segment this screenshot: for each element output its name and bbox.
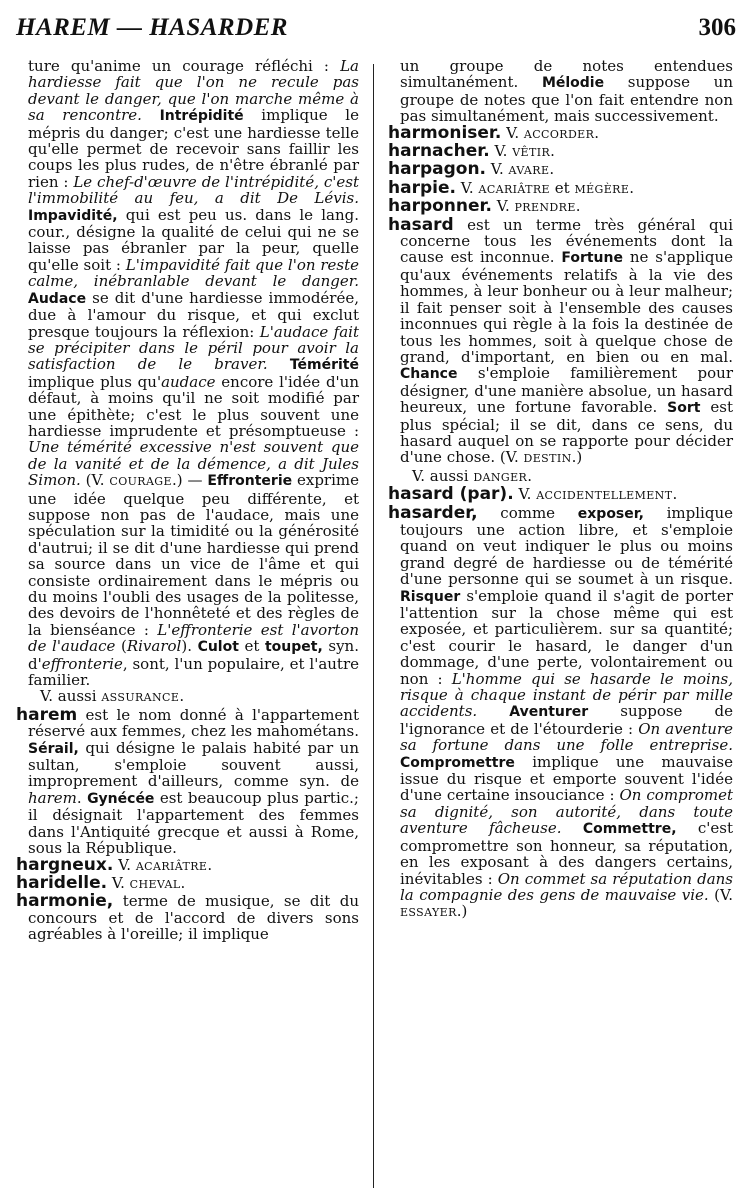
text-run: . — [180, 873, 186, 892]
synonym-term: Mélodie — [541, 75, 605, 92]
text-run: . — [594, 123, 600, 142]
text-run: , sont, l'un populaire, et l'autre familier. — [28, 654, 359, 690]
entry-harmonie — [16, 893, 359, 942]
text-run: se dit d'une hardiesse immodérée, due à l'amour du risque, et qui exclut presque toujours la réflexion: — [28, 288, 359, 341]
example-quote: Le chef-d'œuvre de l'intrépidité, c'est l'immobilité au feu, a dit De Lévis. — [28, 172, 359, 208]
synonym-term: Commettre, — [582, 821, 677, 838]
column-divider — [373, 64, 374, 1188]
page-header — [16, 14, 736, 48]
text-run: et — [550, 178, 575, 197]
text-run — [268, 355, 290, 373]
synonym-term: Témérité — [289, 357, 359, 374]
example-quote: audace — [161, 372, 216, 391]
entry-hasard — [388, 214, 733, 468]
text-run: est le nom donné à l'appartement réservé aux femmes, chez les mahométans. — [28, 705, 359, 741]
example-quote: Rivarol — [126, 637, 182, 656]
text-run: qui désigne le palais habité par un sultan, s'emploie souvent aussi, improprement d'ailleurs, comme syn. de — [28, 738, 359, 791]
text-run: est un terme très général qui concerne tous les événements dont la cause est inconnue. — [400, 215, 733, 267]
synonym-term: Audace — [28, 290, 87, 307]
text-run: s'emploie familièrement pour désigner, d'une manière absolue, un hasard heureux, une fortune favorable. — [400, 364, 733, 417]
example-quote: On aventure sa fortune dans une folle entreprise. — [400, 719, 733, 755]
text-run: comme — [477, 503, 578, 522]
synonym-term: Fortune — [561, 250, 623, 267]
text-run: V. — [489, 142, 513, 161]
example-quote: L'effronterie est l'avorton de l'audace — [28, 620, 359, 656]
text-run: suppose un groupe de notes que l'on fait entendre non pas simultanément, mais successivement. — [400, 73, 733, 126]
text-run: est beaucoup plus partic.; il désignait l'appartement des femmes dans l'Antiquité grecque et aussi à Rome, sous la République. — [28, 788, 359, 858]
text-run — [142, 106, 160, 124]
text-run: implique une mauvaise issue du risque et emporte souvent l'idée d'une certaine insouciance : — [400, 752, 733, 805]
text-run: . — [575, 197, 581, 216]
cross-reference: COURAGE — [109, 475, 172, 489]
synonym-term: Culot — [197, 639, 239, 656]
text-run: . — [672, 485, 678, 504]
synonym-term: Gynécée — [87, 790, 155, 807]
example-quote: L'homme qui se hasarde le moins, risque à chaque instant de périr par mille accidents. — [400, 669, 733, 721]
cross-reference: ACARIÂTRE — [135, 859, 208, 873]
text-run: ne s'applique qu'aux événements relatifs à la vie des hommes, à leur bonheur ou à leur malheur; il fait penser soit à l'ensemble des causes inconnues qui règle à la fois la destinée de tous les hommes, soit à quelque chose de grand, d'important, en bien ou en mal. — [400, 248, 733, 366]
text-run — [561, 819, 582, 837]
left-column — [16, 58, 359, 1189]
text-run: . — [550, 142, 555, 161]
cross-reference: CHEVAL — [129, 877, 181, 891]
example-quote: La hardiesse fait que l'on ne recule pas devant le danger, que l'on marche même à sa rencontre. — [28, 57, 359, 125]
text-run: .) — [456, 902, 468, 921]
text-run: implique plus qu' — [28, 372, 162, 391]
cross-reference: PRENDRE — [514, 201, 576, 215]
headword: harmonie, — [16, 891, 114, 912]
text-run: exprime une idée quelque peu différente, et suppose non pas de l'audace, mais une spéculation sur la timidité ou la générosité d'autrui; il se dit d'une hardiesse qui prend sa source dans un vice de l'âme et qui consiste ordinairement dans le mépris ou du moins l'oubli des usages de la politesse, des devoirs de l'honnêteté et des règles de la bienséance : — [28, 471, 359, 639]
entry-harem — [16, 704, 359, 858]
synonym-term: Sort — [667, 400, 701, 417]
page-number: 306 — [698, 14, 736, 41]
text-run: suppose de l'ignorance et de l'étourderie : — [400, 702, 733, 738]
synonym-term: Intrépidité — [159, 108, 244, 125]
text-run: (V. — [708, 885, 733, 904]
synonym-term: exposer, — [577, 505, 644, 522]
text-run: syn. d' — [28, 637, 359, 673]
headword: harem — [16, 704, 78, 725]
example-quote: effronterie — [41, 654, 123, 673]
cross-reference: ESSAYER — [400, 906, 457, 920]
text-run: .) — — [171, 471, 208, 490]
text-run: ). — [181, 637, 198, 656]
cross-reference: ASSURANCE — [101, 691, 180, 705]
text-run: V. aussi — [412, 466, 474, 485]
text-run: V. aussi — [40, 687, 102, 706]
headword: hasard — [388, 214, 454, 235]
text-run: V. — [513, 485, 537, 504]
entry-harmonie-continuation — [388, 58, 733, 125]
synonym-term: Impavidité, — [28, 207, 118, 224]
text-run: et — [238, 637, 265, 656]
text-run: . — [207, 855, 213, 874]
example-quote: Une témérité excessive n'est souvent que de la vanité et de la démence, a dit Jules Simon. — [28, 438, 359, 490]
text-run: (V. — [80, 471, 110, 490]
text-run: encore l'idée d'un défaut, à moins qu'il ne soit modifié par une épithète; c'est le plus souvent une hardiesse imprudente et présomptueuse : — [28, 372, 359, 440]
right-column — [388, 58, 733, 1189]
entry-hardiesse-continuation — [16, 58, 359, 688]
headword: hasard (par). — [388, 484, 514, 505]
entry-hasarder — [388, 502, 733, 922]
text-run: V. — [107, 873, 130, 892]
synonym-term: Compromettre — [400, 754, 515, 771]
text-run: .) — [571, 448, 583, 467]
cross-reference: VÊTIR — [512, 146, 551, 160]
cross-reference: DANGER — [473, 470, 528, 484]
headword: harponner. — [388, 196, 492, 217]
cross-reference: ACCIDENTELLEMENT — [536, 489, 673, 503]
text-run: implique toujours une action libre, et s'emploie quand on veut indiquer le plus ou moins grand degré de hardiesse ou de témérité d'une personne qui se soumet à un risque. — [400, 503, 733, 589]
text-run: un groupe de notes entendues simultanément. — [400, 57, 733, 92]
synonym-term: Chance — [400, 366, 458, 383]
text-run — [477, 702, 509, 720]
text-run: terme de musique, se dit du concours et de l'accord de divers sons agréables à l'oreille; il implique — [28, 892, 359, 944]
cross-reference: DESTIN — [523, 452, 572, 466]
cross-reference: ACARIÂTRE — [478, 182, 550, 196]
headword: harpagon. — [388, 159, 487, 180]
text-run: V. — [486, 160, 509, 179]
running-head: HAREM — HASARDER — [16, 14, 288, 41]
text-run: V. — [455, 178, 479, 197]
cross-reference: ACCORDER — [523, 127, 595, 141]
headword: harmoniser. — [388, 122, 502, 143]
text-run: est plus spécial; il se dit, dans ce sens, du hasard auquel on se rapporte pour décider d'une chose. (V. — [400, 398, 733, 467]
text-run: . — [76, 788, 88, 807]
text-run: ( — [115, 637, 127, 656]
text-run: . — [629, 178, 635, 197]
text-run: V. — [491, 197, 515, 216]
example-quote: L'impavidité fait que l'on reste calme, inébranlable devant le danger. — [28, 255, 359, 291]
synonym-term: toupet, — [264, 639, 323, 656]
text-run: . — [527, 466, 532, 485]
text-run: . — [549, 160, 555, 179]
headword: haridelle. — [16, 872, 108, 893]
headword: harpie. — [388, 177, 456, 198]
text-run: qui est peu us. dans le lang. cour., désigne la qualité de celui qui ne se laisse pas ébranler par la peur, quelle qu'elle soit : — [28, 205, 359, 274]
text-run: V. — [113, 855, 136, 874]
synonym-term: Sérail, — [28, 740, 79, 757]
text-run: V. — [501, 123, 524, 142]
cross-reference: MÉGÈRE — [574, 182, 630, 196]
headword: harnacher. — [388, 141, 490, 162]
text-run: s'emploie quand il s'agit de porter l'attention sur la chose même qui est exposée, et particulièrem. sur sa quantité; c'est courir le hasard, le danger d'un dommage, d'une perte, volontairement ou non : — [400, 586, 733, 688]
text-run: implique le mépris du danger; c'est une hardiesse telle qu'elle permet de recevoir sans faillir les coups les plus rudes, de n'être ébranlé par rien : — [28, 106, 359, 191]
example-quote: On commet sa réputation dans la compagnie des gens de mauvaise vie. — [400, 869, 733, 904]
text-run: . — [179, 687, 185, 706]
cross-reference: AVARE — [508, 164, 550, 178]
synonym-term: Effronterie — [207, 473, 293, 490]
headword: hargneux. — [16, 854, 114, 875]
synonym-term: Risquer — [400, 588, 461, 605]
text-run: c'est compromettre son honneur, sa réputation, en les exposant à des dangers certains, inévitables : — [400, 819, 733, 888]
example-quote: harem — [28, 788, 77, 807]
headword: hasarder, — [388, 502, 478, 523]
synonym-term: Aventurer — [509, 704, 589, 721]
example-quote: L'audace fait se précipiter dans le péril pour avoir la satisfaction de le braver. — [28, 322, 359, 374]
example-quote: On compromet sa dignité, son autorité, dans toute aventure fâcheuse. — [400, 786, 733, 838]
text-run: ture qu'anime un courage réfléchi : — [28, 57, 341, 75]
